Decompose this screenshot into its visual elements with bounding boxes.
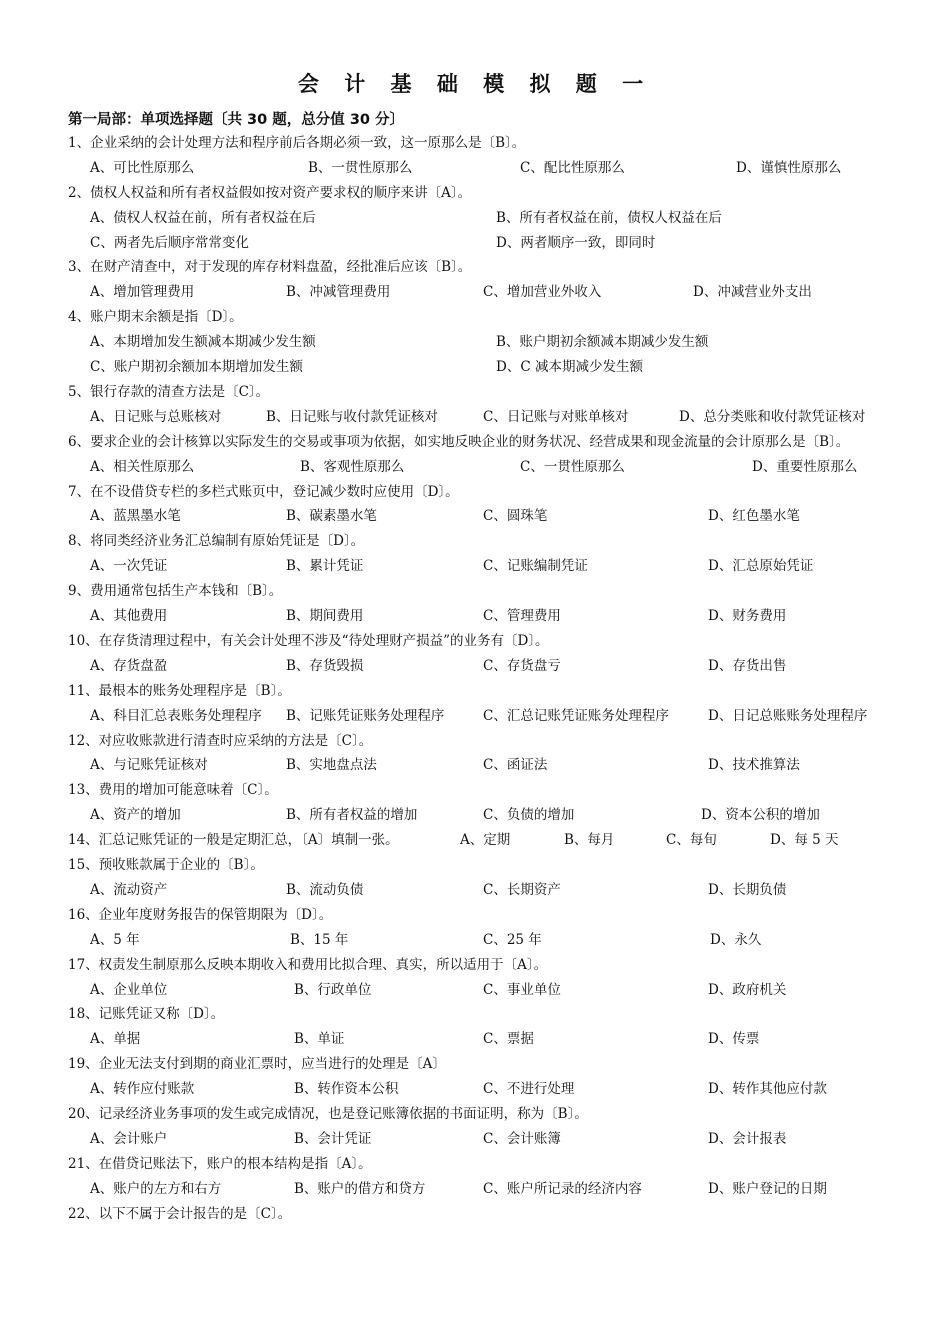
answer-option: B、一贯性原那么 — [308, 159, 413, 176]
answer-option: C、负债的增加 — [483, 807, 575, 824]
question-stem: 4、账户期末余额是指〔D〕。 — [68, 309, 243, 326]
answer-option: C、长期资产 — [483, 881, 561, 898]
question-stem: 21、在借贷记账法下，账户的根本结构是指〔A〕。 — [68, 1155, 372, 1172]
option-row — [90, 1027, 888, 1052]
answer-option: B、存货毁损 — [286, 657, 364, 674]
answer-option: B、所有者权益的增加 — [286, 807, 418, 824]
answer-option: D、永久 — [710, 931, 762, 948]
option-row — [90, 280, 888, 305]
answer-option: A、日记账与总账核对 — [90, 408, 222, 425]
answer-option: A、5 年 — [90, 931, 140, 948]
option-row — [90, 978, 888, 1003]
answer-option: C、存货盘亏 — [483, 657, 561, 674]
option-row — [90, 504, 888, 529]
answer-option: C、管理费用 — [483, 608, 561, 625]
question-stem: 9、费用通常包括生产本钱和〔B〕。 — [68, 583, 283, 600]
answer-option: B、所有者权益在前，债权人权益在后 — [496, 209, 722, 226]
answer-option: C、会计账簿 — [483, 1130, 561, 1147]
answer-option: D、日记总账账务处理程序 — [708, 707, 868, 724]
answer-option: A、相关性原那么 — [90, 458, 195, 475]
answer-option: D、存货出售 — [708, 657, 787, 674]
answer-option: C、账户所记录的经济内容 — [483, 1180, 642, 1197]
page-title: 会 计 基 础 模 拟 题 一 — [297, 72, 653, 96]
answer-option: A、本期增加发生额减本期减少发生额 — [90, 334, 316, 351]
answer-option: C、25 年 — [483, 931, 542, 948]
answer-option: D、转作其他应付款 — [708, 1081, 827, 1098]
option-row — [90, 878, 888, 903]
answer-option: C、票据 — [483, 1031, 534, 1048]
question-stem: 19、企业无法支付到期的商业汇票时，应当进行的处理是〔A〕 — [68, 1056, 446, 1073]
answer-option: A、流动资产 — [90, 881, 168, 898]
question-stem: 7、在不设借贷专栏的多栏式账页中，登记减少数时应使用〔D〕。 — [68, 483, 459, 500]
question-stem: 20、记录经济业务事项的发生或完成情况，也是登记账簿依据的书面证明，称为〔B〕。 — [68, 1106, 588, 1123]
answer-option: C、不进行处理 — [483, 1081, 575, 1098]
option-row — [90, 231, 888, 256]
answer-option: C、日记账与对账单核对 — [483, 408, 629, 425]
option-row — [90, 704, 888, 729]
answer-option: C、两者先后顺序常常变化 — [90, 234, 249, 251]
answer-option: A、蓝黑墨水笔 — [90, 508, 181, 525]
answer-option: B、账户期初余额减本期减少发生额 — [496, 334, 709, 351]
answer-option: C、配比性原那么 — [520, 159, 625, 176]
answer-option: C、记账编制凭证 — [483, 558, 588, 575]
answer-option: B、流动负债 — [286, 881, 364, 898]
answer-option: B、转作资本公积 — [294, 1081, 399, 1098]
option-row — [90, 928, 888, 953]
answer-option: B、日记账与收付款凭证核对 — [266, 408, 438, 425]
answer-option: A、会计账户 — [90, 1130, 168, 1147]
answer-option: A、存货盘盈 — [90, 657, 168, 674]
question-stem: 11、最根本的账务处理程序是〔B〕。 — [68, 682, 291, 699]
question-stem: 15、预收账款属于企业的〔B〕。 — [68, 857, 264, 874]
question-stem: 16、企业年度财务报告的保管期限为〔D〕。 — [68, 906, 333, 923]
answer-option: D、红色墨水笔 — [708, 508, 800, 525]
answer-option: B、碳素墨水笔 — [286, 508, 377, 525]
answer-option: A、转作应付账款 — [90, 1081, 195, 1098]
question-stem — [68, 828, 888, 853]
question-stem: 22、以下不属于会计报告的是〔C〕。 — [68, 1205, 292, 1222]
question-stem: 8、将同类经济业务汇总编制有原始凭证是〔D〕。 — [68, 533, 365, 550]
answer-option: A、资产的增加 — [90, 807, 181, 824]
answer-option: A、与记账凭证核对 — [90, 757, 208, 774]
answer-option: D、总分类账和收付款凭证核对 — [679, 408, 866, 425]
answer-option: B、累计凭证 — [286, 558, 364, 575]
option-row — [90, 156, 888, 181]
option-row — [90, 405, 888, 430]
answer-option: B、单证 — [294, 1031, 345, 1048]
answer-option: C、账户期初余额加本期增加发生额 — [90, 359, 303, 376]
question-stem: 6、要求企业的会计核算以实际发生的交易或事项为依据，如实地反映企业的财务状况、经营成果和现金流量的会计原那么是〔B〕。 — [68, 433, 850, 450]
option-row — [90, 604, 888, 629]
question-stem: 10、在存货清理过程中，有关会计处理不涉及“待处理财产损益”的业务有〔D〕。 — [68, 632, 549, 649]
answer-option: D、账户登记的日期 — [708, 1180, 827, 1197]
answer-option: D、财务费用 — [708, 608, 787, 625]
option-row — [90, 753, 888, 778]
answer-option: D、会计报表 — [708, 1130, 787, 1147]
answer-option: A、科目汇总表账务处理程序 — [90, 707, 262, 724]
question-stem: 5、银行存款的清查方法是〔C〕。 — [68, 383, 270, 400]
question-text: 14、汇总记账凭证的一般是定期汇总，〔A〕填制一张。 — [68, 832, 399, 849]
answer-option: A、定期 — [460, 832, 511, 849]
question-stem: 2、债权人权益和所有者权益假如按对资产要求权的顺序来讲〔A〕。 — [68, 184, 472, 201]
answer-option: D、重要性原那么 — [752, 458, 858, 475]
option-row — [90, 654, 888, 679]
answer-option: C、圆珠笔 — [483, 508, 548, 525]
answer-option: B、15 年 — [290, 931, 349, 948]
answer-option: B、账户的借方和贷方 — [294, 1180, 426, 1197]
option-row — [90, 1127, 888, 1152]
section-heading: 第一局部：单项选择题〔共 30 题，总分值 30 分〕 — [68, 112, 405, 128]
answer-option: C、汇总记账凭证账务处理程序 — [483, 707, 669, 724]
question-stem: 3、在财产清查中，对于发现的库存材料盘盈，经批准后应该〔B〕。 — [68, 259, 472, 276]
answer-option: A、其他费用 — [90, 608, 168, 625]
answer-option: A、账户的左方和右方 — [90, 1180, 222, 1197]
question-stem: 18、记账凭证又称〔D〕。 — [68, 1006, 225, 1023]
answer-option: C、事业单位 — [483, 981, 561, 998]
answer-option: C、每旬 — [666, 832, 717, 849]
option-row — [90, 1177, 888, 1202]
answer-option: D、两者顺序一致，即同时 — [496, 234, 656, 251]
answer-option: D、资本公积的增加 — [701, 807, 820, 824]
question-stem: 12、对应收账款进行清查时应采纳的方法是〔C〕。 — [68, 732, 373, 749]
answer-option: D、C 减本期减少发生额 — [496, 359, 643, 376]
answer-option: D、谨慎性原那么 — [736, 159, 842, 176]
answer-option: D、汇总原始凭证 — [708, 558, 814, 575]
answer-option: A、债权人权益在前，所有者权益在后 — [90, 209, 316, 226]
answer-option: C、函证法 — [483, 757, 548, 774]
answer-option: B、期间费用 — [286, 608, 364, 625]
option-row — [90, 1077, 888, 1102]
answer-option: D、冲减营业外支出 — [693, 284, 812, 301]
answer-option: A、增加管理费用 — [90, 284, 195, 301]
answer-option: D、每 5 天 — [770, 832, 839, 849]
answer-option: A、企业单位 — [90, 981, 168, 998]
answer-option: B、客观性原那么 — [300, 458, 405, 475]
answer-option: A、可比性原那么 — [90, 159, 195, 176]
answer-option: A、一次凭证 — [90, 558, 168, 575]
answer-option: B、会计凭证 — [294, 1130, 372, 1147]
question-stem: 1、企业采纳的会计处理方法和程序前后各期必须一致，这一原那么是〔B〕。 — [68, 135, 526, 151]
answer-option: B、行政单位 — [294, 981, 372, 998]
question-list — [68, 131, 888, 1227]
answer-option: B、每月 — [564, 832, 615, 849]
option-row — [90, 803, 888, 828]
option-row — [90, 330, 888, 355]
option-row — [90, 554, 888, 579]
answer-option: D、长期负债 — [708, 881, 787, 898]
option-row — [90, 206, 888, 231]
answer-option: B、记账凭证账务处理程序 — [286, 707, 445, 724]
answer-option: D、政府机关 — [708, 981, 787, 998]
question-stem: 13、费用的增加可能意味着〔C〕。 — [68, 782, 278, 799]
question-stem: 17、权责发生制原那么反映本期收入和费用比拟合理、真实，所以适用于〔A〕。 — [68, 956, 548, 973]
answer-option: D、传票 — [708, 1031, 760, 1048]
answer-option: A、单据 — [90, 1031, 141, 1048]
option-row — [90, 455, 888, 480]
answer-option: D、技术推算法 — [708, 757, 800, 774]
answer-option: B、冲减管理费用 — [286, 284, 391, 301]
answer-option: C、增加营业外收入 — [483, 284, 602, 301]
option-row — [90, 355, 888, 380]
answer-option: B、实地盘点法 — [286, 757, 377, 774]
answer-option: C、一贯性原那么 — [520, 458, 625, 475]
